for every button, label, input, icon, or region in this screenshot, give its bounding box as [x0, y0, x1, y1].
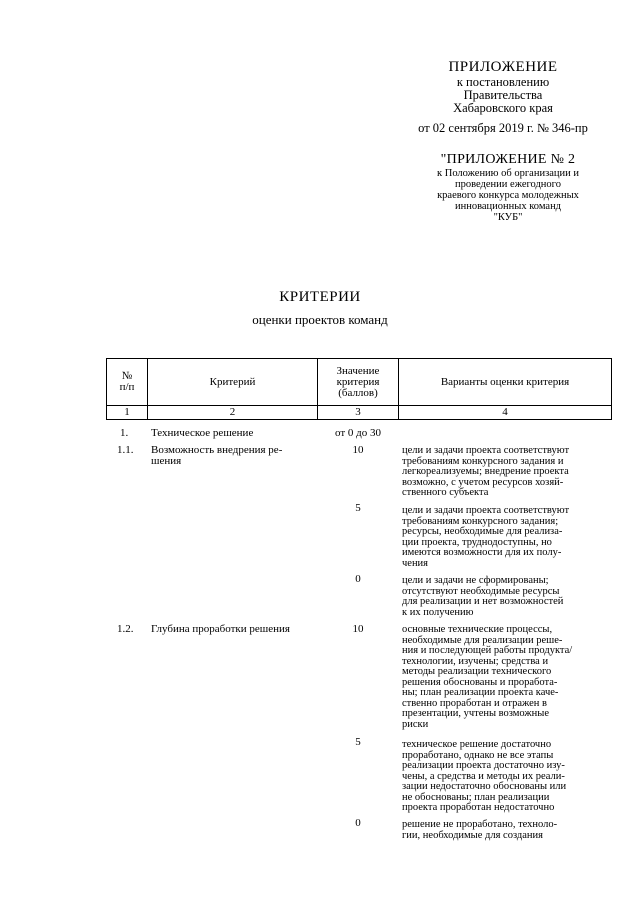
header-num-line: п/п	[119, 381, 135, 393]
appendix2-line: проведении ежегодного	[455, 179, 561, 190]
criteria-table-header	[106, 358, 612, 420]
appendix-line: Правительства	[463, 88, 543, 102]
appendix2-title: "ПРИЛОЖЕНИЕ № 2	[440, 152, 576, 167]
option-text-line: цели и задачи не сформированы;	[402, 575, 549, 586]
header-score-line: Значение	[336, 364, 380, 377]
document-title: КРИТЕРИИ	[279, 289, 361, 305]
option-text-line: ны; план реализации проекта каче-	[402, 687, 559, 698]
option-text-line: необходимые для реализации реше-	[402, 634, 563, 646]
option-text	[402, 506, 608, 569]
header-variants: Варианты оценки критерия	[399, 359, 612, 406]
section-num: 1.	[120, 427, 129, 439]
option-text	[402, 625, 608, 730]
option-text-line: основные технические процессы,	[402, 624, 553, 635]
appendix2-line: инновационных команд	[454, 201, 562, 212]
criterion-num: 1.2.	[117, 623, 134, 635]
option-text-line: для реализации и нет возможностей	[402, 596, 564, 607]
column-number: 4	[399, 406, 612, 420]
criterion-name-line: Глубина проработки решения	[151, 623, 290, 635]
option-score: 0	[355, 817, 361, 829]
criterion-name-line: Возможность внедрения ре-	[151, 444, 283, 456]
option-text-line: легкореализуемы; внедрение проекта	[402, 466, 569, 477]
option-text-line: методы реализации технического	[402, 666, 552, 677]
option-text-line: технологии, изучены; средства и	[402, 655, 549, 667]
appendix2-block	[408, 152, 608, 223]
appendix2-line: краевого конкурса молодежных	[437, 190, 579, 201]
option-text-line: цели и задачи проекта соответствуют	[402, 505, 570, 516]
option-text-line: цели и задачи проекта соответствуют	[402, 445, 570, 456]
option-text-line: реализации проекта достаточно изу-	[402, 760, 565, 771]
option-text-line: проекта проработан недостаточно	[402, 802, 555, 813]
option-text-line: ния и последующей работы продукта/	[402, 645, 573, 656]
option-text	[402, 446, 608, 499]
option-text	[402, 740, 608, 814]
option-text-line: чения	[402, 557, 429, 569]
option-text-line: зации недостаточно обоснованы или	[402, 781, 567, 792]
option-text-line: требованиям конкурсного задания и	[402, 455, 564, 467]
option-text-line: не обоснованы; план реализации	[402, 791, 550, 803]
appendix2-line: "КУБ"	[493, 212, 523, 223]
column-number: 3	[318, 406, 399, 420]
appendix-block	[388, 58, 618, 135]
option-text-line: чены, а средства и методы их реали-	[402, 770, 565, 782]
option-text-line: ственного субъекта	[402, 487, 489, 498]
column-number: 2	[148, 406, 318, 420]
option-text-line: возможно, с учетом ресурсов хозяй-	[402, 476, 564, 488]
header-num-line: №	[121, 370, 133, 382]
option-text	[402, 820, 608, 841]
option-score: 5	[355, 502, 361, 514]
option-text-line: к их получению	[402, 606, 474, 618]
option-text-line: ресурсы, необходимые для реализа-	[402, 526, 563, 537]
option-score: 5	[355, 736, 361, 748]
option-text-line: решение не проработано, техноло-	[402, 819, 558, 830]
appendix-line: Хабаровского края	[453, 101, 553, 115]
option-text-line: гии, необходимые для создания	[402, 829, 543, 841]
option-text-line: ции проекта, труднодоступны, но	[402, 536, 552, 548]
appendix2-line: к Положению об организации и	[437, 168, 579, 179]
header-score	[318, 359, 399, 406]
option-text-line: требованиям конкурсного задания;	[402, 515, 559, 527]
header-num	[107, 359, 148, 406]
criterion-name	[151, 624, 311, 635]
option-score: 10	[352, 623, 364, 635]
section-name: Техническое решение	[151, 427, 254, 439]
criterion-num: 1.1.	[117, 444, 134, 456]
criterion-name-line: шения	[151, 454, 182, 467]
option-text-line: ственно проработан и отражен в	[402, 697, 547, 709]
option-text-line: презентации, учтены возможные	[402, 708, 550, 719]
document-subtitle: оценки проектов команд	[252, 312, 388, 327]
header-score-line: критерия	[336, 375, 380, 388]
header-score-line: (баллов)	[338, 386, 378, 399]
appendix-title: ПРИЛОЖЕНИЕ	[448, 59, 558, 75]
section-score: от 0 до 30	[334, 427, 381, 439]
option-score: 0	[355, 573, 361, 585]
option-text-line: отсутствуют необходимые ресурсы	[402, 585, 560, 597]
option-score: 10	[352, 444, 364, 456]
option-text-line: имеются возможности для их полу-	[402, 547, 562, 558]
criterion-name	[151, 445, 311, 466]
option-text-line: проработано, однако не все этапы	[402, 749, 554, 761]
appendix-line: к постановлению	[456, 75, 550, 89]
option-text-line: риски	[402, 718, 429, 730]
appendix-date: от 02 сентября 2019 г. № 346-пр	[418, 121, 588, 135]
header-criterion: Критерий	[148, 359, 318, 406]
column-number: 1	[107, 406, 148, 420]
option-text-line: решения обоснованы и проработа-	[402, 676, 558, 688]
option-text-line: техническое решение достаточно	[402, 739, 552, 750]
option-text	[402, 576, 608, 618]
